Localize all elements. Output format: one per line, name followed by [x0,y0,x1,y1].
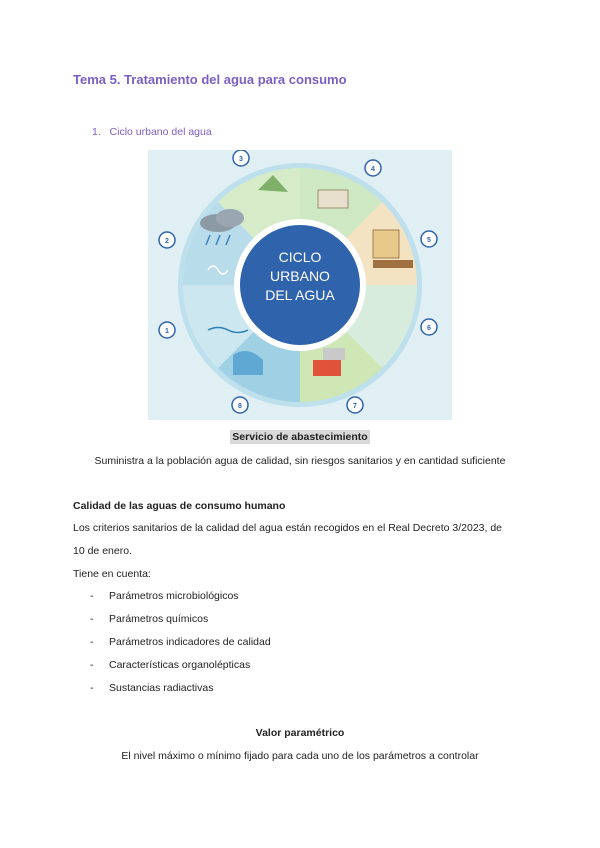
list-item-text: Características organolépticas [109,659,251,671]
list-item-text: Sustancias radiactivas [109,682,214,694]
figure-caption [0,431,600,443]
step-number-5: 5 [427,237,431,244]
center-label-line1: CICLO [278,249,322,265]
list-item: - Sustancias radiactivas [90,682,214,694]
section-heading-valor: Valor paramétrico [255,727,345,739]
caption-description: Suministra a la población agua de calidad, sin riesgos sanitarios y en cantidad suficiente [94,455,506,467]
water-cycle-svg [148,150,452,420]
step-number-6: 6 [427,325,431,332]
caption-title: Servicio de abastecimiento [232,431,368,443]
calidad-intro: Tiene en cuenta: [73,568,151,580]
water-cycle-diagram [148,150,452,420]
valor-description: El nivel máximo o mínimo fijado para cada uno de los parámetros a controlar [121,750,479,762]
step-number-3: 3 [239,156,243,163]
list-item-text: Parámetros microbiológicos [109,590,239,602]
section-heading-ciclo [92,126,212,138]
center-circle [239,224,361,346]
step-number-4: 4 [371,166,375,173]
section-number: 1. [92,126,101,138]
section-label: Ciclo urbano del agua [109,126,212,138]
list-item: - Parámetros microbiológicos [90,590,239,602]
section-heading-calidad: Calidad de las aguas de consumo humano [73,500,286,512]
step-number-7: 7 [353,403,357,410]
criteria-list [90,587,271,702]
calidad-paragraph-line2: 10 de enero. [73,545,132,557]
step-number-2: 2 [165,238,169,245]
calidad-paragraph-line1: Los criterios sanitarios de la calidad del agua están recogidos en el Real Decreto 3/2023, de [73,522,503,534]
step-number-1: 1 [165,328,169,335]
list-item-text: Parámetros químicos [109,613,209,625]
list-item: - Parámetros químicos [90,613,209,625]
center-label-line3: DEL AGUA [265,287,335,303]
center-label-line2: URBANO [270,268,330,284]
list-item: - Parámetros indicadores de calidad [90,636,271,648]
page-title: Tema 5. Tratamiento del agua para consumo [73,72,347,87]
step-number-8: 8 [238,403,242,410]
list-item-text: Parámetros indicadores de calidad [109,636,271,648]
list-item: - Características organolépticas [90,659,251,671]
